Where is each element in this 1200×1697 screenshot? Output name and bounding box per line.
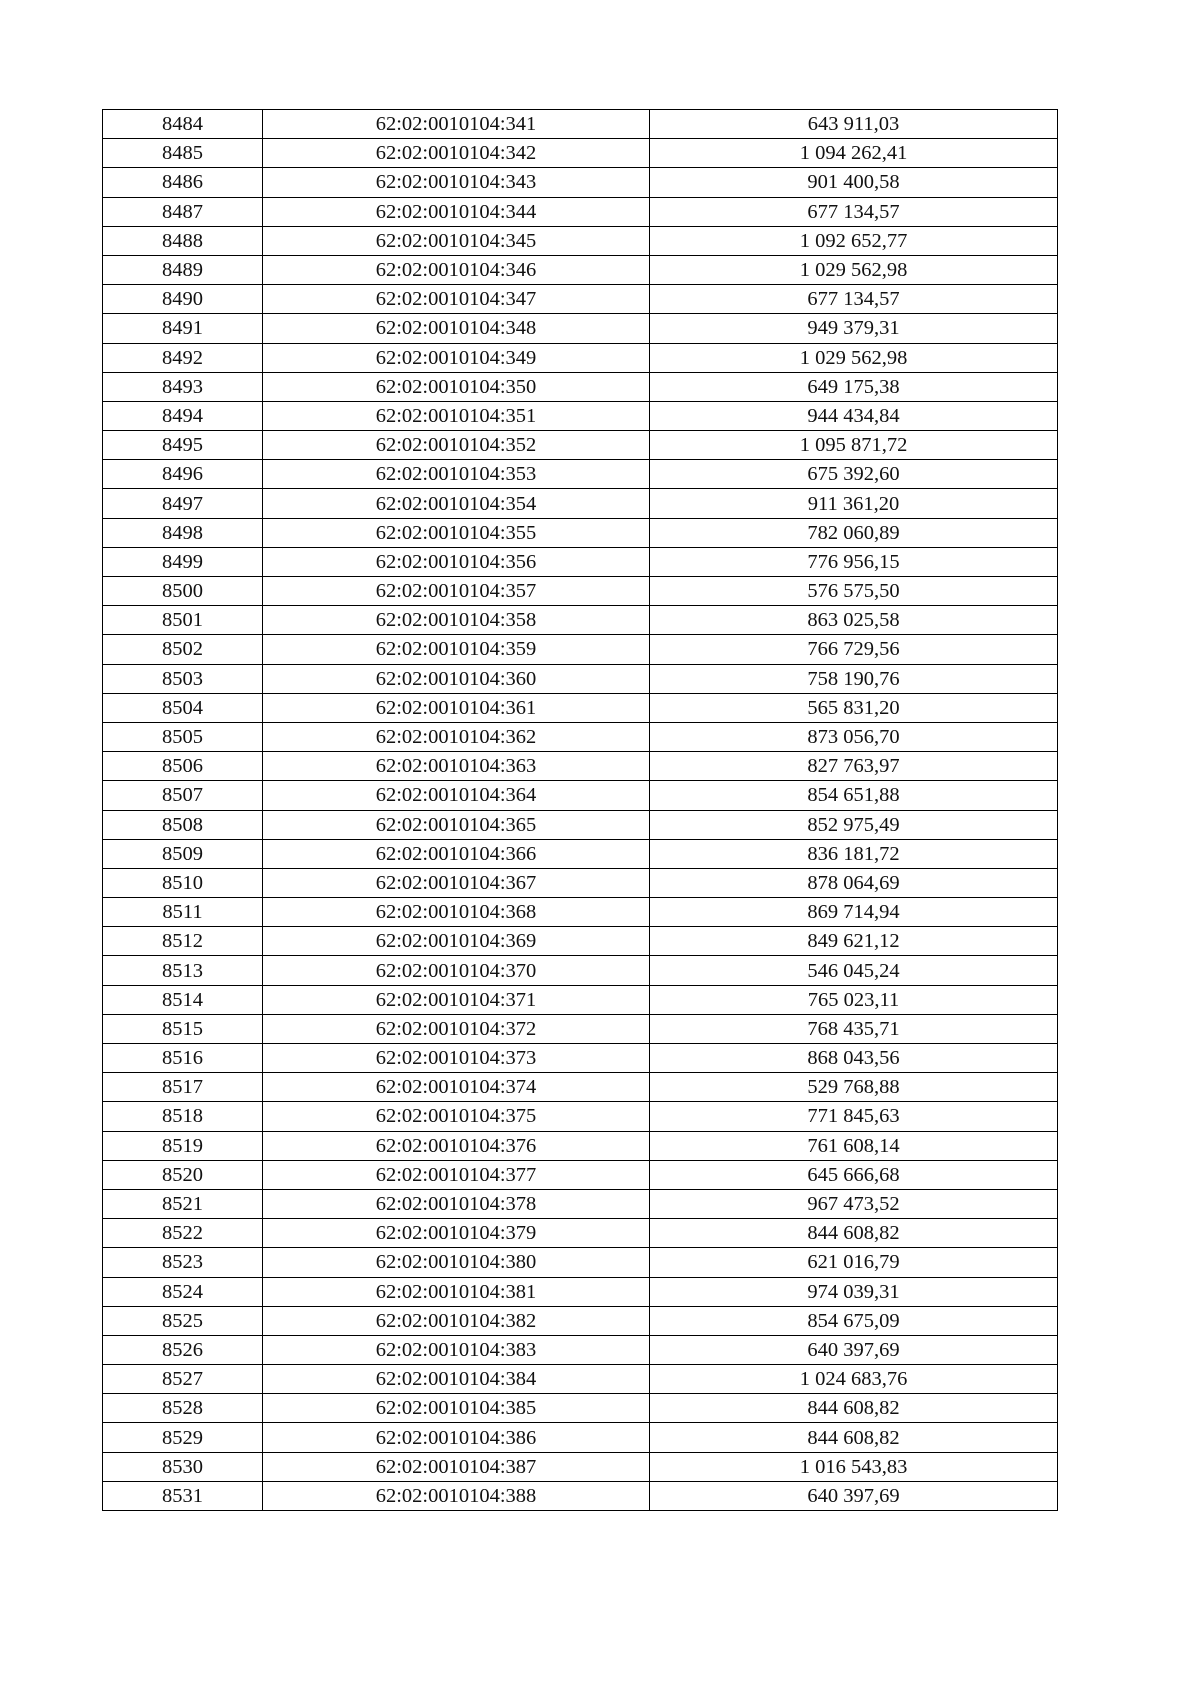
table-row xyxy=(103,431,1058,460)
cadastral-value-cell: 765 023,11 xyxy=(650,985,1058,1014)
row-number-cell: 8514 xyxy=(103,985,263,1014)
cadastral-number-cell: 62:02:0010104:347 xyxy=(263,285,650,314)
row-number-cell: 8515 xyxy=(103,1014,263,1043)
row-number-cell: 8520 xyxy=(103,1160,263,1189)
table-row xyxy=(103,1452,1058,1481)
row-number-cell: 8503 xyxy=(103,664,263,693)
cadastral-value-cell: 771 845,63 xyxy=(650,1102,1058,1131)
cadastral-number-cell: 62:02:0010104:386 xyxy=(263,1423,650,1452)
row-number-cell: 8490 xyxy=(103,285,263,314)
cadastral-number-cell: 62:02:0010104:372 xyxy=(263,1014,650,1043)
cadastral-value-cell: 852 975,49 xyxy=(650,810,1058,839)
row-number-cell: 8508 xyxy=(103,810,263,839)
cadastral-value-cell: 1 016 543,83 xyxy=(650,1452,1058,1481)
table-row xyxy=(103,255,1058,284)
cadastral-value-cell: 675 392,60 xyxy=(650,460,1058,489)
row-number-cell: 8484 xyxy=(103,110,263,139)
cadastral-number-cell: 62:02:0010104:361 xyxy=(263,693,650,722)
row-number-cell: 8531 xyxy=(103,1481,263,1510)
cadastral-number-cell: 62:02:0010104:360 xyxy=(263,664,650,693)
table-row xyxy=(103,168,1058,197)
cadastral-number-cell: 62:02:0010104:367 xyxy=(263,868,650,897)
cadastral-value-cell: 844 608,82 xyxy=(650,1423,1058,1452)
cadastral-number-cell: 62:02:0010104:345 xyxy=(263,226,650,255)
cadastral-value-table xyxy=(102,109,1058,1511)
table-row xyxy=(103,898,1058,927)
row-number-cell: 8489 xyxy=(103,255,263,284)
cadastral-value-cell: 849 621,12 xyxy=(650,927,1058,956)
table-row xyxy=(103,577,1058,606)
row-number-cell: 8513 xyxy=(103,956,263,985)
table-row xyxy=(103,489,1058,518)
row-number-cell: 8505 xyxy=(103,722,263,751)
cadastral-value-cell: 640 397,69 xyxy=(650,1481,1058,1510)
cadastral-value-cell: 1 094 262,41 xyxy=(650,139,1058,168)
table-row xyxy=(103,927,1058,956)
cadastral-number-cell: 62:02:0010104:351 xyxy=(263,401,650,430)
cadastral-number-cell: 62:02:0010104:357 xyxy=(263,577,650,606)
table-row xyxy=(103,1423,1058,1452)
table-row xyxy=(103,1131,1058,1160)
table-row xyxy=(103,547,1058,576)
row-number-cell: 8509 xyxy=(103,839,263,868)
table-row xyxy=(103,1160,1058,1189)
row-number-cell: 8492 xyxy=(103,343,263,372)
cadastral-number-cell: 62:02:0010104:352 xyxy=(263,431,650,460)
cadastral-number-cell: 62:02:0010104:356 xyxy=(263,547,650,576)
cadastral-number-cell: 62:02:0010104:348 xyxy=(263,314,650,343)
table-row xyxy=(103,372,1058,401)
cadastral-number-cell: 62:02:0010104:383 xyxy=(263,1335,650,1364)
cadastral-number-cell: 62:02:0010104:374 xyxy=(263,1073,650,1102)
cadastral-value-cell: 1 092 652,77 xyxy=(650,226,1058,255)
table-row xyxy=(103,1044,1058,1073)
cadastral-number-cell: 62:02:0010104:370 xyxy=(263,956,650,985)
cadastral-number-cell: 62:02:0010104:371 xyxy=(263,985,650,1014)
cadastral-number-cell: 62:02:0010104:363 xyxy=(263,752,650,781)
cadastral-number-cell: 62:02:0010104:354 xyxy=(263,489,650,518)
cadastral-number-cell: 62:02:0010104:355 xyxy=(263,518,650,547)
table-row xyxy=(103,1277,1058,1306)
table-row xyxy=(103,752,1058,781)
cadastral-number-cell: 62:02:0010104:382 xyxy=(263,1306,650,1335)
table-row xyxy=(103,956,1058,985)
row-number-cell: 8506 xyxy=(103,752,263,781)
cadastral-number-cell: 62:02:0010104:358 xyxy=(263,606,650,635)
cadastral-value-cell: 565 831,20 xyxy=(650,693,1058,722)
cadastral-number-cell: 62:02:0010104:373 xyxy=(263,1044,650,1073)
cadastral-number-cell: 62:02:0010104:342 xyxy=(263,139,650,168)
cadastral-value-cell: 758 190,76 xyxy=(650,664,1058,693)
cadastral-number-cell: 62:02:0010104:362 xyxy=(263,722,650,751)
table-row xyxy=(103,1073,1058,1102)
cadastral-number-cell: 62:02:0010104:368 xyxy=(263,898,650,927)
cadastral-number-cell: 62:02:0010104:378 xyxy=(263,1189,650,1218)
cadastral-value-cell: 967 473,52 xyxy=(650,1189,1058,1218)
cadastral-number-cell: 62:02:0010104:384 xyxy=(263,1365,650,1394)
row-number-cell: 8517 xyxy=(103,1073,263,1102)
cadastral-value-cell: 869 714,94 xyxy=(650,898,1058,927)
table-row xyxy=(103,1014,1058,1043)
cadastral-value-cell: 643 911,03 xyxy=(650,110,1058,139)
cadastral-number-cell: 62:02:0010104:353 xyxy=(263,460,650,489)
cadastral-number-cell: 62:02:0010104:369 xyxy=(263,927,650,956)
cadastral-value-cell: 827 763,97 xyxy=(650,752,1058,781)
table-row xyxy=(103,664,1058,693)
row-number-cell: 8494 xyxy=(103,401,263,430)
cadastral-value-cell: 766 729,56 xyxy=(650,635,1058,664)
cadastral-value-cell: 901 400,58 xyxy=(650,168,1058,197)
cadastral-value-cell: 1 095 871,72 xyxy=(650,431,1058,460)
cadastral-number-cell: 62:02:0010104:366 xyxy=(263,839,650,868)
row-number-cell: 8529 xyxy=(103,1423,263,1452)
cadastral-value-cell: 854 651,88 xyxy=(650,781,1058,810)
cadastral-number-cell: 62:02:0010104:376 xyxy=(263,1131,650,1160)
row-number-cell: 8496 xyxy=(103,460,263,489)
row-number-cell: 8504 xyxy=(103,693,263,722)
cadastral-value-cell: 911 361,20 xyxy=(650,489,1058,518)
cadastral-value-cell: 1 029 562,98 xyxy=(650,343,1058,372)
cadastral-value-cell: 621 016,79 xyxy=(650,1248,1058,1277)
table-row xyxy=(103,1335,1058,1364)
cadastral-number-cell: 62:02:0010104:379 xyxy=(263,1219,650,1248)
row-number-cell: 8488 xyxy=(103,226,263,255)
cadastral-value-cell: 640 397,69 xyxy=(650,1335,1058,1364)
table-row xyxy=(103,839,1058,868)
table-row xyxy=(103,1394,1058,1423)
row-number-cell: 8527 xyxy=(103,1365,263,1394)
cadastral-value-cell: 761 608,14 xyxy=(650,1131,1058,1160)
cadastral-value-cell: 854 675,09 xyxy=(650,1306,1058,1335)
table-row xyxy=(103,401,1058,430)
row-number-cell: 8522 xyxy=(103,1219,263,1248)
table-row xyxy=(103,1219,1058,1248)
cadastral-value-cell: 768 435,71 xyxy=(650,1014,1058,1043)
table-row xyxy=(103,1365,1058,1394)
table-row xyxy=(103,606,1058,635)
row-number-cell: 8500 xyxy=(103,577,263,606)
table-row xyxy=(103,868,1058,897)
table-row xyxy=(103,197,1058,226)
table-row xyxy=(103,139,1058,168)
row-number-cell: 8485 xyxy=(103,139,263,168)
row-number-cell: 8519 xyxy=(103,1131,263,1160)
row-number-cell: 8497 xyxy=(103,489,263,518)
row-number-cell: 8530 xyxy=(103,1452,263,1481)
row-number-cell: 8512 xyxy=(103,927,263,956)
cadastral-number-cell: 62:02:0010104:385 xyxy=(263,1394,650,1423)
cadastral-value-cell: 868 043,56 xyxy=(650,1044,1058,1073)
table-row xyxy=(103,781,1058,810)
cadastral-value-cell: 844 608,82 xyxy=(650,1394,1058,1423)
cadastral-value-cell: 576 575,50 xyxy=(650,577,1058,606)
cadastral-number-cell: 62:02:0010104:349 xyxy=(263,343,650,372)
cadastral-number-cell: 62:02:0010104:365 xyxy=(263,810,650,839)
cadastral-number-cell: 62:02:0010104:381 xyxy=(263,1277,650,1306)
table-row xyxy=(103,693,1058,722)
row-number-cell: 8491 xyxy=(103,314,263,343)
cadastral-value-cell: 546 045,24 xyxy=(650,956,1058,985)
table-row xyxy=(103,1306,1058,1335)
table-row xyxy=(103,226,1058,255)
row-number-cell: 8502 xyxy=(103,635,263,664)
table-row xyxy=(103,1189,1058,1218)
table-row xyxy=(103,110,1058,139)
cadastral-number-cell: 62:02:0010104:346 xyxy=(263,255,650,284)
row-number-cell: 8498 xyxy=(103,518,263,547)
row-number-cell: 8525 xyxy=(103,1306,263,1335)
row-number-cell: 8499 xyxy=(103,547,263,576)
table-row xyxy=(103,285,1058,314)
row-number-cell: 8487 xyxy=(103,197,263,226)
table-row xyxy=(103,722,1058,751)
cadastral-value-cell: 677 134,57 xyxy=(650,197,1058,226)
row-number-cell: 8516 xyxy=(103,1044,263,1073)
table-row xyxy=(103,810,1058,839)
table-row xyxy=(103,1248,1058,1277)
cadastral-number-cell: 62:02:0010104:377 xyxy=(263,1160,650,1189)
row-number-cell: 8523 xyxy=(103,1248,263,1277)
table-row xyxy=(103,460,1058,489)
cadastral-value-cell: 944 434,84 xyxy=(650,401,1058,430)
table-row xyxy=(103,985,1058,1014)
table-row xyxy=(103,518,1058,547)
cadastral-value-cell: 974 039,31 xyxy=(650,1277,1058,1306)
cadastral-value-cell: 649 175,38 xyxy=(650,372,1058,401)
cadastral-number-cell: 62:02:0010104:388 xyxy=(263,1481,650,1510)
row-number-cell: 8486 xyxy=(103,168,263,197)
row-number-cell: 8518 xyxy=(103,1102,263,1131)
cadastral-value-cell: 782 060,89 xyxy=(650,518,1058,547)
cadastral-number-cell: 62:02:0010104:364 xyxy=(263,781,650,810)
cadastral-number-cell: 62:02:0010104:343 xyxy=(263,168,650,197)
cadastral-value-cell: 677 134,57 xyxy=(650,285,1058,314)
table-row xyxy=(103,1102,1058,1131)
cadastral-number-cell: 62:02:0010104:344 xyxy=(263,197,650,226)
cadastral-number-cell: 62:02:0010104:380 xyxy=(263,1248,650,1277)
cadastral-number-cell: 62:02:0010104:387 xyxy=(263,1452,650,1481)
table-row xyxy=(103,314,1058,343)
row-number-cell: 8528 xyxy=(103,1394,263,1423)
cadastral-number-cell: 62:02:0010104:350 xyxy=(263,372,650,401)
cadastral-number-cell: 62:02:0010104:375 xyxy=(263,1102,650,1131)
row-number-cell: 8495 xyxy=(103,431,263,460)
cadastral-value-cell: 836 181,72 xyxy=(650,839,1058,868)
cadastral-number-cell: 62:02:0010104:341 xyxy=(263,110,650,139)
cadastral-value-cell: 863 025,58 xyxy=(650,606,1058,635)
row-number-cell: 8511 xyxy=(103,898,263,927)
table-row xyxy=(103,343,1058,372)
row-number-cell: 8493 xyxy=(103,372,263,401)
cadastral-number-cell: 62:02:0010104:359 xyxy=(263,635,650,664)
cadastral-value-cell: 645 666,68 xyxy=(650,1160,1058,1189)
cadastral-value-cell: 776 956,15 xyxy=(650,547,1058,576)
cadastral-value-cell: 529 768,88 xyxy=(650,1073,1058,1102)
cadastral-value-cell: 873 056,70 xyxy=(650,722,1058,751)
table-row xyxy=(103,1481,1058,1510)
row-number-cell: 8507 xyxy=(103,781,263,810)
cadastral-value-cell: 1 029 562,98 xyxy=(650,255,1058,284)
row-number-cell: 8521 xyxy=(103,1189,263,1218)
cadastral-value-cell: 949 379,31 xyxy=(650,314,1058,343)
cadastral-value-cell: 878 064,69 xyxy=(650,868,1058,897)
cadastral-value-cell: 844 608,82 xyxy=(650,1219,1058,1248)
row-number-cell: 8526 xyxy=(103,1335,263,1364)
row-number-cell: 8501 xyxy=(103,606,263,635)
table-row xyxy=(103,635,1058,664)
table-body xyxy=(103,110,1058,1511)
row-number-cell: 8510 xyxy=(103,868,263,897)
cadastral-value-cell: 1 024 683,76 xyxy=(650,1365,1058,1394)
row-number-cell: 8524 xyxy=(103,1277,263,1306)
